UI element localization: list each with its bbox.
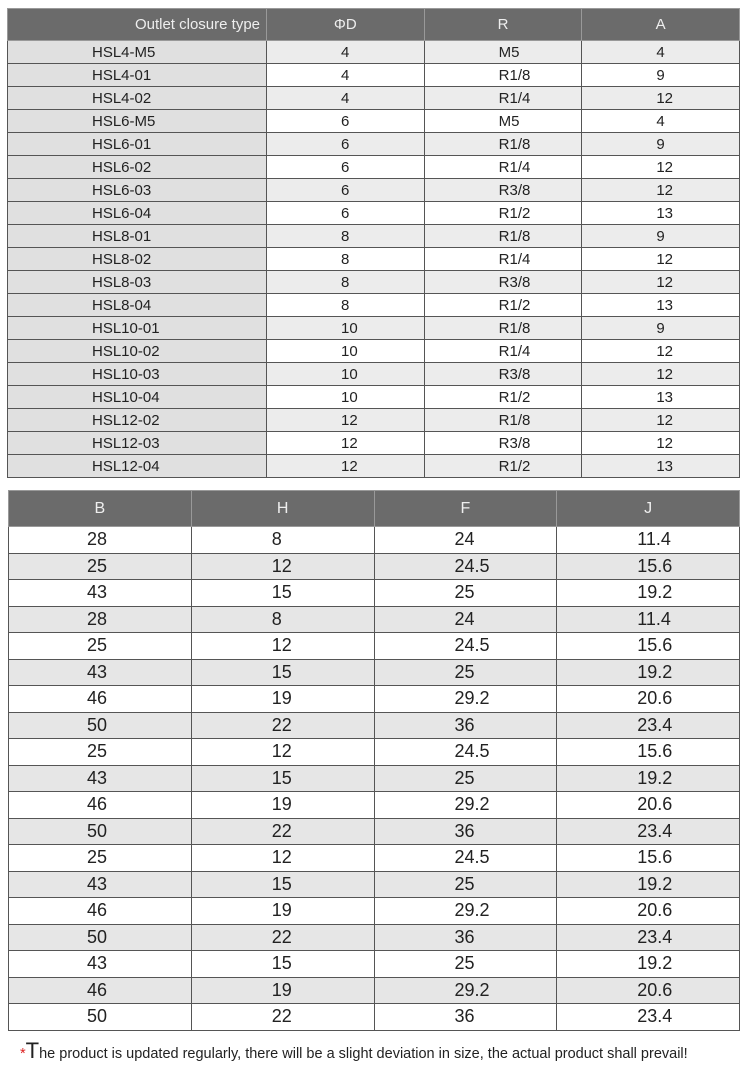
asterisk: * [20, 1046, 26, 1062]
table-cell: HSL6-02 [8, 156, 267, 179]
note-initial: T [25, 1038, 40, 1063]
table-cell: 29.2 [374, 977, 557, 1004]
table-cell: 8 [191, 606, 374, 633]
table-row [8, 202, 740, 225]
table-cell: R1/2 [424, 455, 582, 478]
table-cell: 15 [191, 659, 374, 686]
table-cell: 25 [374, 765, 557, 792]
table-cell: 28 [9, 527, 192, 554]
table-cell: 4 [582, 41, 740, 64]
table-cell: R3/8 [424, 271, 582, 294]
table-cell: M5 [424, 110, 582, 133]
table-cell: 50 [9, 1004, 192, 1031]
table-row [8, 248, 740, 271]
table-cell: 12 [582, 156, 740, 179]
table-cell: 12 [582, 271, 740, 294]
table-cell: 46 [9, 792, 192, 819]
table-cell: 19.2 [557, 580, 740, 607]
table-row [8, 271, 740, 294]
table-cell: 4 [582, 110, 740, 133]
table-row [8, 133, 740, 156]
table-cell: 15 [191, 951, 374, 978]
table-cell: 46 [9, 977, 192, 1004]
table-row [9, 686, 740, 713]
table-row [9, 1004, 740, 1031]
column-header: H [191, 491, 374, 527]
table-cell: HSL6-M5 [8, 110, 267, 133]
table-cell: HSL12-02 [8, 409, 267, 432]
table-cell: 43 [9, 765, 192, 792]
table-cell: R1/8 [424, 317, 582, 340]
table-cell: HSL8-03 [8, 271, 267, 294]
table-cell: 19 [191, 977, 374, 1004]
table-row [8, 41, 740, 64]
table-cell: 6 [267, 110, 425, 133]
column-header: F [374, 491, 557, 527]
table-cell: HSL4-M5 [8, 41, 267, 64]
table-cell: 46 [9, 686, 192, 713]
table-cell: HSL12-03 [8, 432, 267, 455]
table-cell: 6 [267, 179, 425, 202]
table-cell: 24 [374, 527, 557, 554]
table-cell: 22 [191, 712, 374, 739]
table-row [9, 633, 740, 660]
table-cell: 15 [191, 580, 374, 607]
table-row [8, 110, 740, 133]
table-cell: 24 [374, 606, 557, 633]
table-row [8, 363, 740, 386]
table-cell: HSL8-04 [8, 294, 267, 317]
table-row [8, 455, 740, 478]
table-cell: HSL6-01 [8, 133, 267, 156]
table-cell: 15.6 [557, 633, 740, 660]
table-cell: 19 [191, 686, 374, 713]
table-cell: 12 [267, 409, 425, 432]
table-cell: 13 [582, 386, 740, 409]
table-cell: 15 [191, 871, 374, 898]
table-cell: R1/8 [424, 64, 582, 87]
table-cell: 13 [582, 294, 740, 317]
table-cell: 12 [582, 432, 740, 455]
table-cell: 8 [267, 225, 425, 248]
table-row [8, 225, 740, 248]
table-cell: HSL6-04 [8, 202, 267, 225]
table-cell: 25 [9, 845, 192, 872]
table-cell: 12 [582, 87, 740, 110]
table-row [9, 739, 740, 766]
table-cell: 12 [267, 432, 425, 455]
column-header: A [582, 9, 740, 41]
table-cell: 19.2 [557, 871, 740, 898]
table-cell: 20.6 [557, 686, 740, 713]
table-cell: 12 [267, 455, 425, 478]
table-cell: R1/2 [424, 294, 582, 317]
table-cell: 11.4 [557, 527, 740, 554]
table-cell: 25 [9, 633, 192, 660]
table-cell: 9 [582, 317, 740, 340]
table-cell: 20.6 [557, 977, 740, 1004]
table-row [9, 527, 740, 554]
table-row [8, 87, 740, 110]
table-cell: 10 [267, 363, 425, 386]
column-header: B [9, 491, 192, 527]
table-cell: 9 [582, 225, 740, 248]
table-row [9, 792, 740, 819]
table-row [8, 340, 740, 363]
table-cell: 29.2 [374, 898, 557, 925]
table-cell: 24.5 [374, 633, 557, 660]
table-cell: 23.4 [557, 818, 740, 845]
table-cell: R3/8 [424, 432, 582, 455]
table-row [8, 386, 740, 409]
table-cell: 13 [582, 202, 740, 225]
table-cell: 23.4 [557, 924, 740, 951]
column-header: R [424, 9, 582, 41]
table-row [8, 317, 740, 340]
table-row [9, 580, 740, 607]
table-row [8, 409, 740, 432]
table-cell: 11.4 [557, 606, 740, 633]
table-cell: HSL8-01 [8, 225, 267, 248]
table-cell: 25 [374, 871, 557, 898]
table-cell: 8 [267, 294, 425, 317]
table-cell: 19.2 [557, 765, 740, 792]
table-cell: HSL4-02 [8, 87, 267, 110]
table-cell: R1/4 [424, 87, 582, 110]
table-cell: 22 [191, 924, 374, 951]
table-cell: 50 [9, 712, 192, 739]
table-row [8, 432, 740, 455]
table-cell: 46 [9, 898, 192, 925]
table-row [8, 294, 740, 317]
table-cell: 12 [582, 248, 740, 271]
table-row [9, 818, 740, 845]
table-cell: 43 [9, 659, 192, 686]
table-row [8, 64, 740, 87]
table-row [9, 659, 740, 686]
outlet-spec-table [7, 8, 740, 478]
table-cell: 6 [267, 202, 425, 225]
table-cell: 19 [191, 898, 374, 925]
dimension-table [8, 490, 740, 1031]
table-cell: 4 [267, 87, 425, 110]
table-row [9, 898, 740, 925]
table-cell: 20.6 [557, 898, 740, 925]
table-cell: 25 [9, 739, 192, 766]
table-cell: 43 [9, 871, 192, 898]
table-cell: 10 [267, 386, 425, 409]
table-cell: 12 [582, 409, 740, 432]
table-cell: HSL10-03 [8, 363, 267, 386]
table-cell: R1/2 [424, 386, 582, 409]
table-cell: 4 [267, 64, 425, 87]
table-row [8, 179, 740, 202]
table-cell: 12 [191, 739, 374, 766]
table-row [9, 845, 740, 872]
table-cell: 8 [267, 271, 425, 294]
table-cell: R1/8 [424, 133, 582, 156]
table-cell: HSL8-02 [8, 248, 267, 271]
table-cell: 10 [267, 340, 425, 363]
table-cell: 15.6 [557, 553, 740, 580]
table-cell: 19.2 [557, 951, 740, 978]
table-cell: 19 [191, 792, 374, 819]
table-cell: 6 [267, 156, 425, 179]
table-cell: R1/4 [424, 248, 582, 271]
table-cell: R1/4 [424, 340, 582, 363]
table-cell: R1/4 [424, 156, 582, 179]
table-cell: 25 [374, 659, 557, 686]
table-cell: 43 [9, 580, 192, 607]
table-cell: 50 [9, 818, 192, 845]
table-cell: R1/2 [424, 202, 582, 225]
table-cell: HSL10-01 [8, 317, 267, 340]
disclaimer-note [20, 1038, 688, 1064]
table-row [9, 553, 740, 580]
table-cell: 15.6 [557, 739, 740, 766]
table-cell: 22 [191, 818, 374, 845]
table-cell: 9 [582, 64, 740, 87]
table-cell: 25 [374, 951, 557, 978]
table-cell: 28 [9, 606, 192, 633]
table-cell: 50 [9, 924, 192, 951]
table-cell: 4 [267, 41, 425, 64]
table-cell: R1/8 [424, 225, 582, 248]
table-cell: 19.2 [557, 659, 740, 686]
table-cell: 8 [267, 248, 425, 271]
table-cell: 12 [191, 845, 374, 872]
table-cell: 23.4 [557, 712, 740, 739]
table-cell: 43 [9, 951, 192, 978]
table-cell: 15.6 [557, 845, 740, 872]
table-cell: R1/8 [424, 409, 582, 432]
table-cell: 25 [374, 580, 557, 607]
table-cell: 29.2 [374, 686, 557, 713]
table-cell: 12 [582, 363, 740, 386]
table-cell: 20.6 [557, 792, 740, 819]
table-row [9, 765, 740, 792]
table-cell: 29.2 [374, 792, 557, 819]
table-row [9, 712, 740, 739]
table-cell: HSL4-01 [8, 64, 267, 87]
table-cell: 24.5 [374, 845, 557, 872]
column-header: ΦD [267, 9, 425, 41]
table-cell: 25 [9, 553, 192, 580]
table-row [9, 977, 740, 1004]
table-cell: 15 [191, 765, 374, 792]
table-cell: 12 [582, 340, 740, 363]
table-cell: 12 [191, 553, 374, 580]
table-cell: 12 [582, 179, 740, 202]
table-cell: 36 [374, 712, 557, 739]
table-cell: 9 [582, 133, 740, 156]
table-cell: HSL12-04 [8, 455, 267, 478]
table-cell: 22 [191, 1004, 374, 1031]
table-cell: 36 [374, 924, 557, 951]
table-cell: 8 [191, 527, 374, 554]
table-cell: R3/8 [424, 179, 582, 202]
table-cell: HSL6-03 [8, 179, 267, 202]
table-cell: M5 [424, 41, 582, 64]
table-cell: 36 [374, 1004, 557, 1031]
table-cell: 24.5 [374, 553, 557, 580]
table-cell: 10 [267, 317, 425, 340]
note-text: he product is updated regularly, there will be a slight deviation in size, the actual product shall prevail! [39, 1046, 688, 1062]
table-row [9, 951, 740, 978]
table-cell: 12 [191, 633, 374, 660]
table-row [9, 871, 740, 898]
table-cell: 24.5 [374, 739, 557, 766]
table-cell: 23.4 [557, 1004, 740, 1031]
table-cell: 36 [374, 818, 557, 845]
column-header: Outlet closure type [8, 9, 267, 41]
table-row [9, 924, 740, 951]
table-cell: HSL10-02 [8, 340, 267, 363]
table-cell: HSL10-04 [8, 386, 267, 409]
table-cell: 6 [267, 133, 425, 156]
column-header: J [557, 491, 740, 527]
table-cell: 13 [582, 455, 740, 478]
table-cell: R3/8 [424, 363, 582, 386]
table-row [8, 156, 740, 179]
table-row [9, 606, 740, 633]
